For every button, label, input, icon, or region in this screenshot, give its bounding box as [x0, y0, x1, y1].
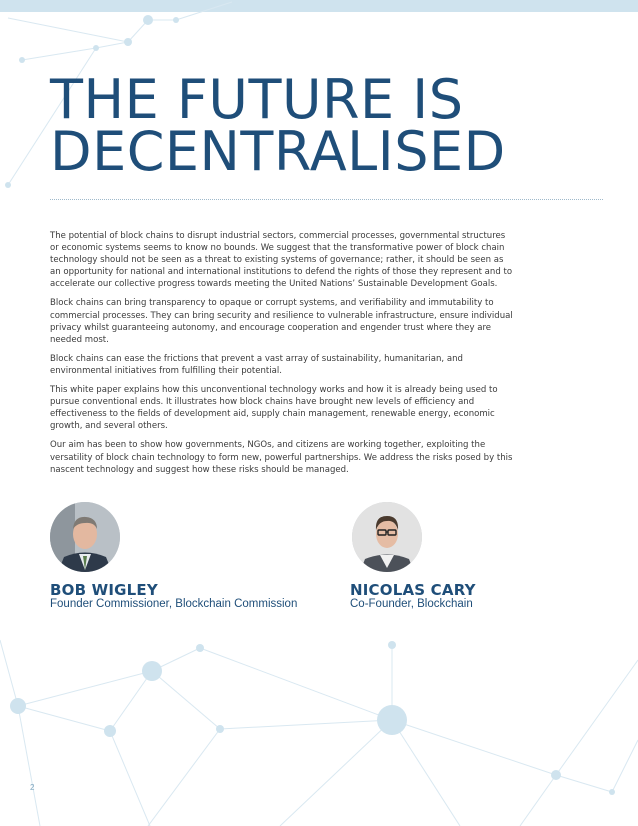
author-role-nicolas-cary: Co-Founder, Blockchain — [350, 598, 473, 610]
page-number: 2 — [30, 783, 35, 792]
paragraph: This white paper explains how this unconventional technology works and how it is already being used to pursue conventional ends. It illustrates how block chains have brought new levels of efficiency and effectiveness to the fields of development aid, supply chain management, renewable energy, economic growth, and several others. — [50, 385, 498, 432]
title-line-2: DECENTRALISED — [50, 120, 506, 183]
avatar-nicolas-cary — [352, 502, 422, 572]
avatar-bob-wigley — [50, 502, 120, 572]
title-line-1: THE FUTURE IS — [50, 68, 464, 131]
author-name-nicolas-cary: NICOLAS CARY — [350, 581, 476, 599]
author-role-bob-wigley: Founder Commissioner, Blockchain Commission — [50, 598, 298, 610]
dotted-divider — [50, 199, 603, 200]
paragraph: The potential of block chains to disrupt industrial sectors, commercial processes, governmental structures or economic systems seems to know no bounds. We suggest that the transformative power of block chain technology should not be seen as a threat to existing systems of governance; rather, it should be seen as an opportunity for national and international institutions to defend the rights of those they represent and to accelerate our collective progress towards meeting the United Nations’ Sustainable Development Goals. — [50, 231, 513, 290]
paragraph: Block chains can bring transparency to opaque or corrupt systems, and verifiability and immutability to commercial processes. They can bring security and resilience to vulnerable infrastructure, ensure individual privacy whilst guaranteeing autonomy, and encourage cooperation and engender trust where they are needed most. — [50, 298, 513, 345]
paragraph: Block chains can ease the frictions that prevent a vast array of sustainability, humanitarian, and environmental initiatives from fulfilling their potential. — [50, 353, 463, 376]
page-title — [50, 68, 506, 183]
paragraph: Our aim has been to show how governments, NGOs, and citizens are working together, exploiting the versatility of block chain technology to form new, powerful partnerships. We address the risks posed by this nascent technology and suggest how these risks should be managed. — [50, 440, 513, 475]
body-text — [50, 230, 515, 483]
author-name-bob-wigley: BOB WIGLEY — [50, 581, 158, 599]
